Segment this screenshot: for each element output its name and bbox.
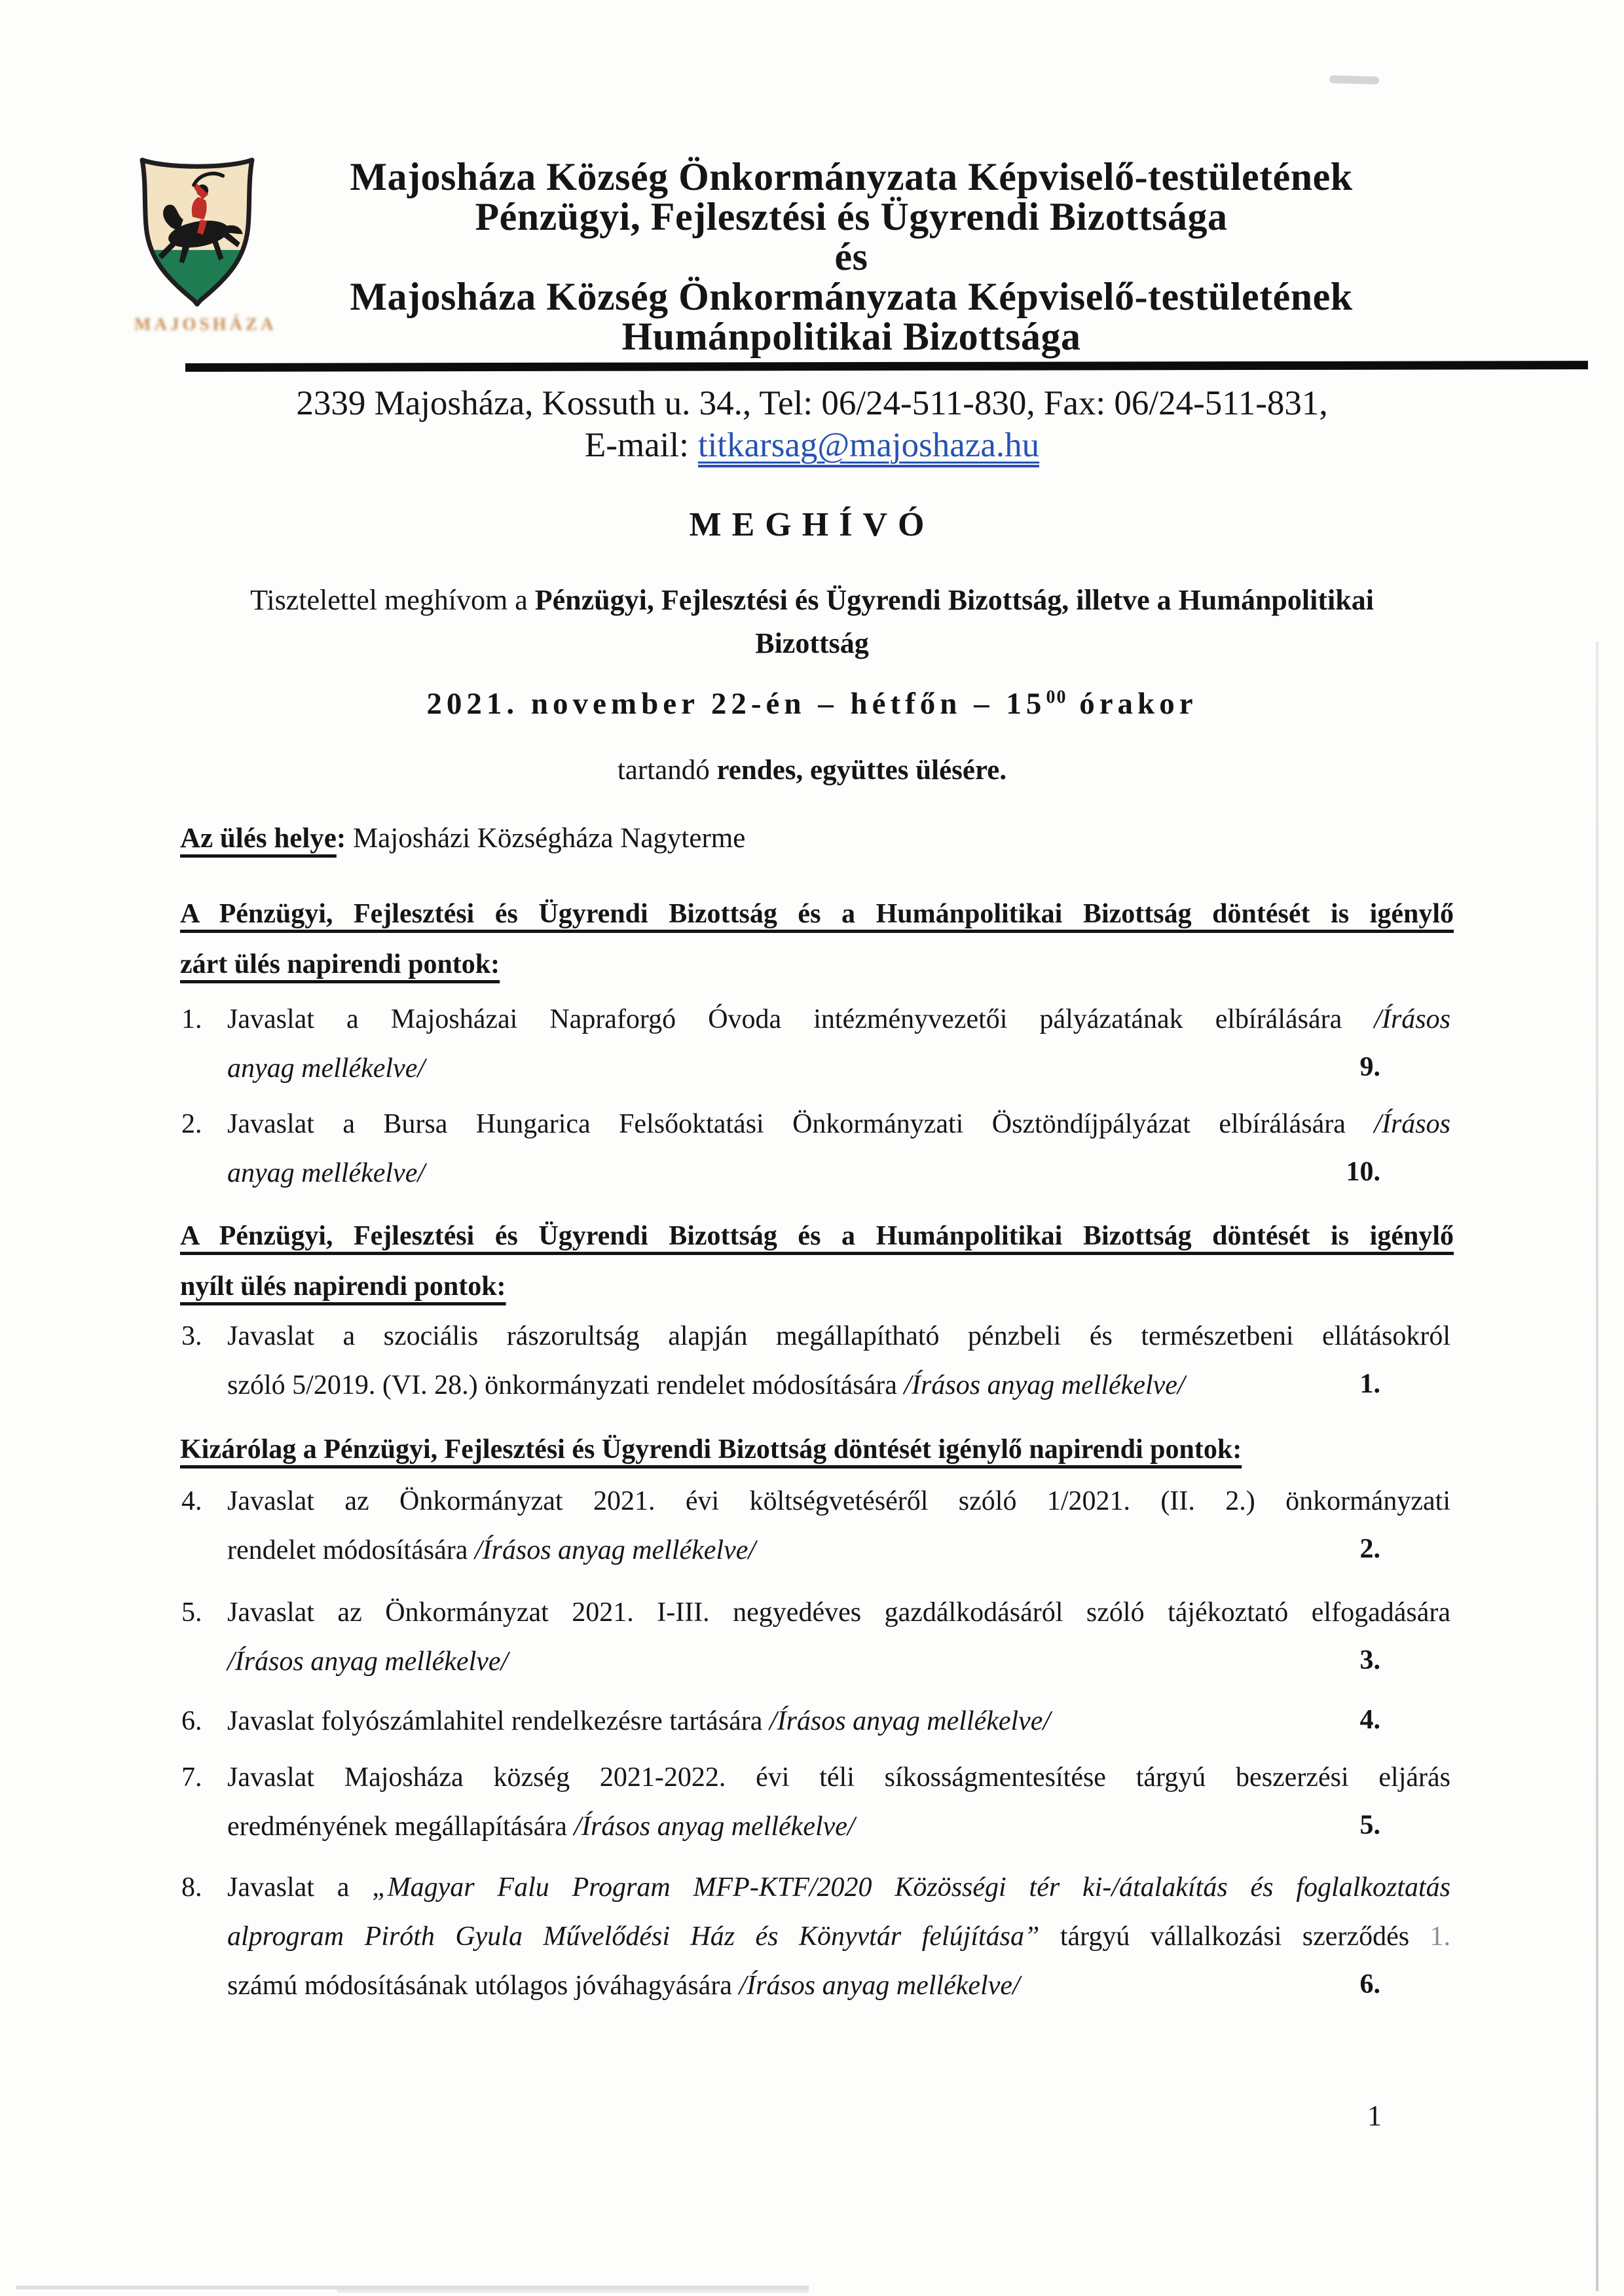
text-line xyxy=(0,754,1624,786)
invitation-closing xyxy=(0,754,1624,786)
agenda-item xyxy=(180,1312,1454,1410)
text-run: /Írásos anyag mellékelve/ xyxy=(769,1706,1051,1736)
item-text xyxy=(227,1312,1450,1410)
text-run: Javaslat Majosháza község 2021-2022. évi téli síkosságmentesítése tárgyú beszerzési eljárás xyxy=(227,1762,1450,1793)
section-heading-open-session xyxy=(180,1211,1454,1312)
committee-name-line: Pénzügyi, Fejlesztési és Ügyrendi Bizottsága xyxy=(475,195,1228,238)
item-number: 3. xyxy=(181,1321,202,1351)
text-run: számú módosításának utólagos jóváhagyására xyxy=(227,1971,739,2001)
text-line xyxy=(190,622,1434,665)
item-page-ref: 3. xyxy=(1359,1645,1380,1675)
text-line xyxy=(227,1912,1450,1961)
text-run: /Írásos anyag mellékelve/ xyxy=(227,1647,509,1677)
text-run: anyag mellékelve/ xyxy=(227,1158,425,1188)
agenda-item xyxy=(180,1697,1454,1746)
item-page-ref: 10. xyxy=(1346,1157,1380,1187)
item-number: 2. xyxy=(181,1109,202,1139)
item-number: 6. xyxy=(181,1706,202,1736)
email-link[interactable]: titkarsag@majoshaza.hu xyxy=(698,426,1039,467)
item-number: 7. xyxy=(181,1762,202,1793)
text-line xyxy=(180,889,1454,939)
text-run: alprogram Piróth Gyula Művelődési Ház és Könyvtár felújítása” xyxy=(227,1922,1040,1952)
text-run: Az ülés helye xyxy=(180,823,337,854)
item-page-ref: 6. xyxy=(1359,1969,1380,1999)
text-line xyxy=(227,1361,1450,1410)
text-line xyxy=(227,1526,1450,1575)
text-run: rendes, együttes ülésére. xyxy=(716,755,1007,786)
text-run: eredményének megállapítására xyxy=(227,1812,574,1842)
meeting-date: 2021. november 22-én – hétfőn – 15 xyxy=(426,687,1046,721)
text-line xyxy=(180,1262,1454,1312)
text-run: Javaslat a Bursa Hungarica Felsőoktatási Önkormányzati Ösztöndíjpályázat elbírálására xyxy=(227,1109,1375,1139)
text-line xyxy=(227,995,1450,1044)
text-run: Pénzügyi, Fejlesztési és Ügyrendi Bizottság, illetve a Humánpolitikai xyxy=(534,584,1374,616)
section-heading-closed-session xyxy=(180,889,1454,990)
text-run: Javaslat a Majosházai Napraforgó Óvoda intézményvezetői pályázatának elbírálására xyxy=(227,1004,1375,1034)
item-text xyxy=(227,1588,1450,1686)
text-line xyxy=(180,1211,1454,1262)
text-line xyxy=(227,1312,1450,1361)
committee-name-line: Humánpolitikai Bizottsága xyxy=(621,315,1081,358)
header-divider xyxy=(185,361,1588,372)
item-text xyxy=(227,1477,1450,1575)
text-line xyxy=(227,1044,1450,1093)
text-line xyxy=(227,1477,1450,1526)
text-run: Javaslat a xyxy=(227,1872,373,1903)
text-line xyxy=(227,1802,1450,1851)
item-number: 1. xyxy=(181,1004,202,1034)
text-line xyxy=(190,579,1434,622)
item-number: 5. xyxy=(181,1597,202,1628)
text-line xyxy=(227,1100,1450,1149)
item-text xyxy=(227,995,1450,1093)
org-name-line: Majosháza Község Önkormányzata Képviselő-testületének xyxy=(350,155,1353,198)
agenda-item xyxy=(180,1863,1454,2011)
email-label: E-mail: xyxy=(584,426,689,464)
text-run: Kizárólag a Pénzügyi, Fejlesztési és Ügyrendi Bizottság döntését igénylő napirendi pontok: xyxy=(180,1434,1242,1465)
text-line xyxy=(227,1697,1450,1746)
scan-artifact xyxy=(1329,75,1379,84)
org-name-line: Majosháza Község Önkormányzata Képviselő-testületének xyxy=(350,275,1353,318)
text-run: nyílt ülés napirendi pontok: xyxy=(180,1271,506,1302)
text-run: Bizottság xyxy=(755,627,869,659)
text-run: /Írásos anyag mellékelve/ xyxy=(739,1971,1020,2001)
text-run: A Pénzügyi, Fejlesztési és Ügyrendi Bizottság és a Humánpolitikai Bizottság döntését is igénylő xyxy=(180,899,1454,929)
email-line xyxy=(0,426,1624,465)
meeting-time-superscript: 00 xyxy=(1046,687,1067,708)
text-run: tartandó xyxy=(617,755,717,786)
text-run: „Magyar Falu Program MFP-KTF/2020 Közösségi tér ki-/átalakítás és foglalkoztatás xyxy=(372,1872,1450,1903)
text-line xyxy=(180,939,1454,990)
text-run: tárgyú vállalkozási szerződés xyxy=(1039,1922,1430,1952)
meeting-time-suffix: órakor xyxy=(1067,687,1198,721)
text-run: anyag mellékelve/ xyxy=(227,1053,425,1084)
agenda-item xyxy=(180,1753,1454,1851)
text-run: 1. xyxy=(1430,1922,1450,1952)
text-run: Javaslat az Önkormányzat 2021. évi költségvetéséről szóló 1/2021. (II. 2.) önkormányzati xyxy=(227,1486,1450,1516)
agenda-item xyxy=(180,1588,1454,1686)
agenda-item xyxy=(180,995,1454,1093)
conjunction-line: és xyxy=(834,235,868,278)
text-run: zárt ülés napirendi pontok: xyxy=(180,949,500,979)
meeting-venue xyxy=(180,822,1454,854)
item-page-ref: 5. xyxy=(1359,1810,1380,1840)
item-number: 4. xyxy=(181,1486,202,1516)
text-run: Javaslat a szociális rászorultság alapján megállapítható pénzbeli és természetbeni ellátásokról xyxy=(227,1321,1450,1351)
text-run: /Írásos xyxy=(1374,1004,1450,1034)
item-page-ref: 9. xyxy=(1359,1052,1380,1082)
text-line xyxy=(227,1961,1450,2011)
agenda-item xyxy=(180,1100,1454,1198)
text-run: /Írásos anyag mellékelve/ xyxy=(574,1812,855,1842)
logo-caption: MAJOSHÁZA xyxy=(134,314,277,334)
text-run: Javaslat az Önkormányzat 2021. I-III. negyedéves gazdálkodásáról szóló tájékoztató elfogadására xyxy=(227,1597,1450,1628)
organization-header xyxy=(229,157,1473,357)
text-line xyxy=(227,1588,1450,1637)
text-run: A Pénzügyi, Fejlesztési és Ügyrendi Bizottság és a Humánpolitikai Bizottság döntését is igénylő xyxy=(180,1221,1454,1251)
text-line xyxy=(227,1637,1450,1686)
text-line xyxy=(227,1863,1450,1912)
agenda-item xyxy=(180,1477,1454,1575)
section-heading-finance-only xyxy=(180,1425,1454,1475)
meeting-datetime xyxy=(0,686,1624,721)
text-line xyxy=(180,822,1454,854)
scan-artifact xyxy=(1596,642,1598,2291)
item-text xyxy=(227,1863,1450,2011)
text-run: szóló 5/2019. (VI. 28.) önkormányzati rendelet módosítására xyxy=(227,1370,904,1400)
text-run: /Írásos anyag mellékelve/ xyxy=(904,1370,1185,1400)
text-run: /Írásos anyag mellékelve/ xyxy=(474,1535,756,1565)
text-run: Majosházi Községháza Nagyterme xyxy=(346,823,746,854)
page-number: 1 xyxy=(1367,2100,1382,2132)
text-run: /Írásos xyxy=(1374,1109,1450,1139)
text-run: Javaslat folyószámlahitel rendelkezésre tartására xyxy=(227,1706,769,1736)
item-page-ref: 4. xyxy=(1359,1705,1380,1735)
item-text xyxy=(227,1753,1450,1851)
item-text xyxy=(227,1697,1450,1746)
invitation-text xyxy=(190,579,1434,665)
text-line xyxy=(227,1753,1450,1802)
text-line xyxy=(180,1425,1454,1475)
text-run: Tisztelettel meghívom a xyxy=(250,584,535,616)
document-title: MEGHÍVÓ xyxy=(689,506,935,543)
text-line xyxy=(227,1149,1450,1198)
address-line: 2339 Majosháza, Kossuth u. 34., Tel: 06/24-511-830, Fax: 06/24-511-831, xyxy=(296,384,1328,422)
text-run: : xyxy=(336,823,346,854)
item-page-ref: 2. xyxy=(1359,1534,1380,1564)
item-page-ref: 1. xyxy=(1359,1369,1380,1399)
item-number: 8. xyxy=(181,1872,202,1903)
item-text xyxy=(227,1100,1450,1198)
scan-artifact xyxy=(337,2289,809,2293)
text-run: rendelet módosítására xyxy=(227,1535,475,1565)
